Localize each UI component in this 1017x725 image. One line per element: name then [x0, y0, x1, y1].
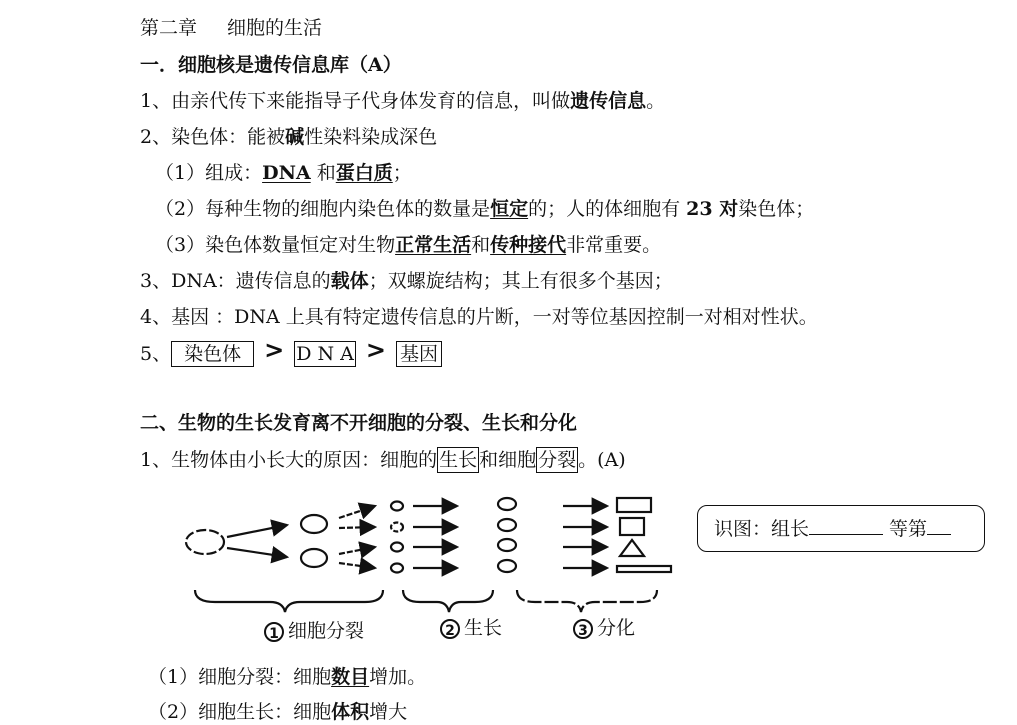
- recognition-group-leader: 识图：组长: [714, 518, 810, 540]
- sub1-key1: DNA: [262, 162, 311, 184]
- section1-item5: [140, 336, 442, 367]
- sub3-key2: 传种接代: [490, 234, 567, 256]
- label-cell-growth: [440, 616, 502, 640]
- item1-key: 遗传信息: [570, 90, 647, 112]
- label-number-3: 3: [573, 619, 593, 639]
- sub2-end: 染色体；: [738, 198, 815, 220]
- item2-key: 碱: [285, 126, 305, 148]
- sub3-text: （3）染色体数量恒定对生物: [155, 234, 396, 256]
- sub3-key1: 正常生活: [395, 234, 472, 256]
- s2-item1-text: 1、生物体由小长大的原因：细胞的: [140, 449, 438, 471]
- grown-cell-1: [498, 498, 516, 510]
- sub2-key1: 恒定: [490, 198, 529, 220]
- arrow-fan-2: [339, 527, 375, 528]
- item5-prefix: 5、: [140, 343, 172, 365]
- chapter-number: 第二章: [140, 17, 198, 39]
- label-number-1: 1: [264, 622, 284, 642]
- sub3-mid: 和: [471, 234, 491, 256]
- item1-end: 。: [646, 90, 666, 112]
- box-chromosome: 染色体: [171, 341, 254, 367]
- section1-heading: 一．细胞核是遗传信息库（A）: [140, 54, 402, 76]
- section1-item4: 4、基因 ：DNA 上具有特定遗传信息的片断，一对等位基因控制一对相对性状。: [140, 306, 818, 328]
- section2-sub2: [148, 699, 407, 725]
- item1-text: 1、由亲代传下来能指导子代身体发育的信息，叫做: [140, 90, 571, 112]
- diff-rect-wide: [617, 498, 651, 512]
- diff-square: [620, 518, 644, 535]
- label-text-2: 生长: [464, 617, 503, 639]
- item3-key: 载体: [330, 270, 369, 292]
- s2-sub1-text: （1）细胞分裂：细胞: [148, 666, 332, 688]
- small-cell-4: [391, 564, 403, 573]
- item3-end: ；双螺旋结构；其上有很多个基因；: [368, 270, 673, 292]
- section2-heading: 二、生物的生长发育离不开细胞的分裂、生长和分化: [140, 412, 578, 434]
- sub2-mid: 的；人的体细胞有: [528, 198, 687, 220]
- brace-differentiation: [517, 590, 657, 612]
- s2-sub1-end: 增加。: [369, 666, 427, 688]
- group-leader-blank[interactable]: [809, 514, 883, 535]
- s2-item1-end: 。(A): [578, 449, 626, 471]
- s2-sub1-key: 数目: [331, 666, 370, 688]
- s2-item1-mid: 和细胞: [479, 449, 537, 471]
- chapter-name: 细胞的生活: [227, 17, 323, 39]
- small-cell-2: [391, 523, 403, 532]
- item2-text: 2、染色体：能被: [140, 126, 286, 148]
- daughter-cell-2: [301, 549, 327, 567]
- brace-growth: [403, 590, 493, 612]
- s2-item1-key2: 分裂: [538, 449, 577, 471]
- label-cell-differentiation: [573, 616, 635, 640]
- sub1-key2: 蛋白质: [335, 162, 393, 184]
- s2-sub2-key: 体积: [331, 701, 370, 723]
- grade-blank[interactable]: [927, 514, 951, 535]
- arrow-fan-1: [339, 506, 375, 518]
- greater-than-2: >: [365, 336, 386, 364]
- s2-sub2-end: 增大: [369, 701, 408, 723]
- cell-development-diagram: [175, 490, 685, 620]
- diff-triangle: [620, 540, 644, 556]
- section2-item1: [140, 447, 626, 473]
- mother-cell: [186, 530, 224, 554]
- section1-sub3: [155, 232, 661, 258]
- sub2-text: （2）每种生物的细胞内染色体的数量是: [155, 198, 491, 220]
- s2-item1-key1: 生长: [439, 449, 478, 471]
- small-cell-3: [391, 543, 403, 552]
- sub1-text: （1）组成：: [155, 162, 263, 184]
- sub1-mid: 和: [310, 162, 336, 184]
- item3-text: 3、DNA：遗传信息的: [140, 270, 331, 292]
- section1-item2: [140, 124, 437, 150]
- recognition-grade: 等第: [883, 518, 928, 540]
- arrow-fan-4: [339, 563, 375, 568]
- label-cell-division: [264, 619, 364, 643]
- label-text-1: 细胞分裂: [288, 620, 365, 642]
- greater-than-1: >: [264, 336, 285, 364]
- arrow-split-down: [227, 548, 287, 557]
- sub1-end: ；: [392, 162, 412, 184]
- diff-bar: [617, 566, 671, 572]
- grown-cell-3: [498, 539, 516, 551]
- section1-sub1: [155, 160, 412, 186]
- item2-end: 性染料染成深色: [304, 126, 438, 148]
- small-cell-1: [391, 502, 403, 511]
- box-gene: 基因: [396, 341, 442, 367]
- section1-sub2: [155, 196, 814, 222]
- grown-cell-4: [498, 560, 516, 572]
- s2-sub2-text: （2）细胞生长：细胞: [148, 701, 332, 723]
- arrow-split-up: [227, 525, 287, 537]
- daughter-cell-1: [301, 515, 327, 533]
- grown-cell-2: [498, 519, 516, 531]
- arrow-fan-3: [339, 547, 375, 554]
- box-dna: D N A: [296, 343, 354, 365]
- chapter-title: [140, 15, 322, 41]
- section2-sub1: [148, 664, 426, 690]
- section1-item1: [140, 88, 665, 114]
- label-number-2: 2: [440, 619, 460, 639]
- label-text-3: 分化: [597, 617, 636, 639]
- sub3-end: 非常重要。: [566, 234, 662, 256]
- sub2-key2: 23 对: [686, 198, 739, 220]
- recognition-grading-box: [697, 505, 985, 552]
- brace-division: [195, 590, 383, 612]
- section1-item3: [140, 268, 673, 294]
